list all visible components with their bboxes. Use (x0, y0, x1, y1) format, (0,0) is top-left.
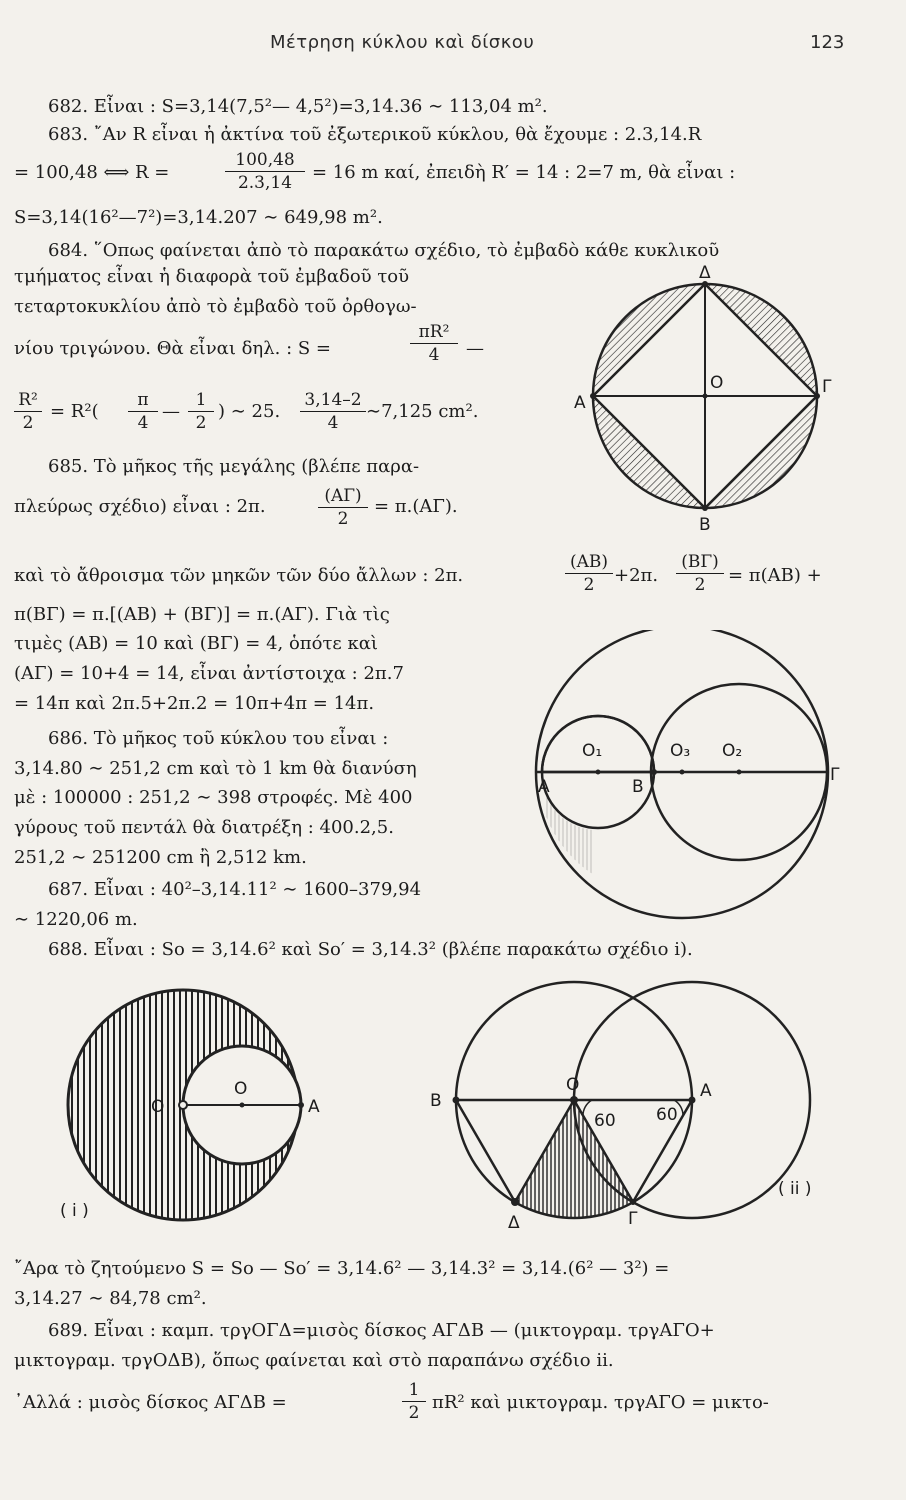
figure-684-circle-square (570, 262, 840, 532)
fraction-684-c: π 4 (128, 390, 158, 433)
exercise-689-line1: 689. Εἶναι : καμπ. τργΟΓΔ=μισὸς δίσκος ΑΓΔΒ — (μικτογραμ. τργΑΓΟ+ (48, 1320, 715, 1341)
minus: — (162, 401, 180, 422)
exercise-685-line4: π(ΒΓ) = π.[(ΑΒ) + (ΒΓ)] = π.(ΑΓ). Γιὰ τὶς (14, 604, 390, 625)
label-delta: Δ (699, 263, 711, 283)
figure-688-i-annulus (58, 972, 328, 1222)
label-G: Γ (628, 1209, 638, 1229)
fraction-684-a: πR² 4 (410, 322, 458, 365)
line-BD (456, 1100, 515, 1202)
fraction-685-a: (ΑΓ) 2 (318, 486, 368, 529)
exercise-683-line1: 683. ῎Αν R εἶναι ἡ ἀκτίνα τοῦ ἐξωτερικοῦ κύκλου, θὰ ἔχουμε : 2.3,14.R (48, 124, 702, 145)
exercise-684-line1: 684. ῞Οπως φαίνεται ἀπὸ τὸ παρακάτω σχέδιο, τὸ ἐμβαδὸ κάθε κυκλικοῦ (48, 240, 720, 261)
fraction-684-e: 3,14–2 4 (300, 390, 366, 433)
exercise-688-line3: 3,14.27 ∼ 84,78 cm². (14, 1288, 207, 1309)
exercise-688-line2: ῎Αρα τὸ ζητούμενο S = So — So′ = 3,14.6² — 3,14.3² = 3,14.(6² — 3²) = (14, 1258, 670, 1279)
fraction-684-b: R² 2 (14, 390, 42, 433)
label-B: B (430, 1091, 442, 1111)
fraction-689: 1 2 (402, 1380, 426, 1423)
equation-684-a: = R²( (50, 401, 99, 422)
exercise-689-line3b: πR² καὶ μικτογραμ. τργΑΓΟ = μικτο- (432, 1392, 769, 1413)
fraction-685-c: (ΒΓ) 2 (676, 552, 724, 595)
label-O-big: O (151, 1097, 165, 1117)
label-O: O (566, 1075, 580, 1095)
label-A: Α (538, 777, 550, 797)
exercise-689-line3a: ᾿Αλλά : μισὸς δίσκος ΑΓΔΒ = (14, 1392, 287, 1413)
label-gamma: Γ (822, 377, 832, 397)
dash: — (466, 338, 484, 359)
exercise-685-line2a: πλεύρως σχέδιο) εἶναι : 2π. (14, 496, 266, 517)
label-D: Δ (508, 1213, 520, 1232)
fraction-684-d: 1 2 (188, 390, 214, 433)
exercise-685-line6: (ΑΓ) = 10+4 = 14, εἶναι ἀντίστοιχα : 2π.7 (14, 663, 404, 684)
fraction-685-b: (ΑΒ) 2 (565, 552, 613, 595)
exercise-684-line4: νίου τριγώνου. Θὰ εἶναι δηλ. : S = (14, 338, 331, 359)
exercise-685-line1: 685. Τὸ μῆκος τῆς μεγάλης (βλέπε παρα- (48, 456, 420, 477)
exercise-686-line5: 251,2 ∼ 251200 cm ἢ 2,512 km. (14, 847, 307, 868)
equation-684-b: ) ∼ 25. (218, 401, 281, 422)
angle-label-2: 60 (656, 1105, 678, 1125)
equation-684-c: ∼7,125 cm². (366, 401, 479, 422)
fraction-683 (225, 150, 305, 193)
label-O1: O₁ (582, 741, 603, 761)
running-header-title: Μέτρηση κύκλου καὶ δίσκου (270, 32, 535, 53)
exercise-685-line5: τιμὲς (ΑΒ) = 10 καὶ (ΒΓ) = 4, ὁπότε καὶ (14, 633, 378, 654)
exercise-683-line2b: = 16 m καί, ἐπειδὴ R′ = 14 : 2=7 m, θὰ εἶναι : (312, 162, 736, 183)
exercise-685-line3a: καὶ τὸ ἄθροισμα τῶν μηκῶν τῶν δύο ἄλλων : 2π. (14, 565, 464, 586)
angle-label-1: 60 (594, 1111, 616, 1131)
exercise-686-line1: 686. Τὸ μῆκος τοῦ κύκλου του εἶναι : (48, 728, 389, 749)
label-alpha: Α (574, 393, 586, 413)
figure-689-ii-circles (338, 970, 838, 1232)
exercise-683-line2a: = 100,48 ⟺ R = (14, 162, 170, 183)
exercise-684-line3: τεταρτοκυκλίου ἀπὸ τὸ ἐμβαδὸ τοῦ ὀρθογω- (14, 296, 417, 317)
figure-tag-i: ( i ) (60, 1201, 89, 1221)
exercise-684-line2: τμήματος εἶναι ἡ διαφορὰ τοῦ ἐμβαδοῦ τοῦ (14, 266, 410, 287)
label-A: A (308, 1097, 320, 1117)
label-O3: O₃ (670, 741, 691, 761)
figure-685-three-circles (534, 630, 844, 920)
label-B: Β (632, 777, 644, 797)
label-A: A (700, 1081, 712, 1101)
figure-tag-ii: ( ii ) (778, 1179, 812, 1199)
exercise-685-line3b: = π(ΑΒ) + (728, 565, 822, 586)
exercise-686-line3: μὲ : 100000 : 251,2 ∼ 398 στροφές. Μὲ 400 (14, 787, 413, 808)
exercise-686-line4: γύρους τοῦ πεντάλ θὰ διατρέξη : 400.2,5. (14, 817, 394, 838)
exercise-685-line2b: = π.(ΑΓ). (374, 496, 458, 517)
label-center-O: Ο (710, 373, 724, 393)
exercise-687-line1: 687. Εἶναι : 40²–3,14.11² ∼ 1600–379,94 (48, 879, 422, 900)
label-O-small: O (234, 1079, 248, 1099)
exercise-687-line2: ∼ 1220,06 m. (14, 909, 138, 930)
exercise-688-line1: 688. Εἶναι : So = 3,14.6² καὶ So′ = 3,14.3² (βλέπε παρακάτω σχέδιο i). (48, 939, 693, 960)
label-beta: Β (699, 515, 711, 532)
label-G: Γ (830, 765, 840, 785)
exercise-685-line7: = 14π καὶ 2π.5+2π.2 = 10π+4π = 14π. (14, 693, 375, 714)
exercise-683-line3: S=3,14(16²—7²)=3,14.207 ∼ 649,98 m². (14, 207, 383, 228)
label-O2: O₂ (722, 741, 743, 761)
exercise-689-line2: μικτογραμ. τργΟΔΒ), ὅπως φαίνεται καὶ στὸ παραπάνω σχέδιο ii. (14, 1350, 614, 1371)
page-number: 123 (810, 32, 845, 53)
exercise-686-line2: 3,14.80 ∼ 251,2 cm καὶ τὸ 1 km θὰ διανύση (14, 758, 417, 779)
fraction-denominator: 2.3,14 (237, 173, 293, 193)
fraction-numerator: 100,48 (235, 150, 295, 170)
exercise-682: 682. Εἶναι : S=3,14(7,5²— 4,5²)=3,14.36 ∼ 113,04 m². (48, 96, 548, 117)
plus: +2π. (614, 565, 659, 586)
